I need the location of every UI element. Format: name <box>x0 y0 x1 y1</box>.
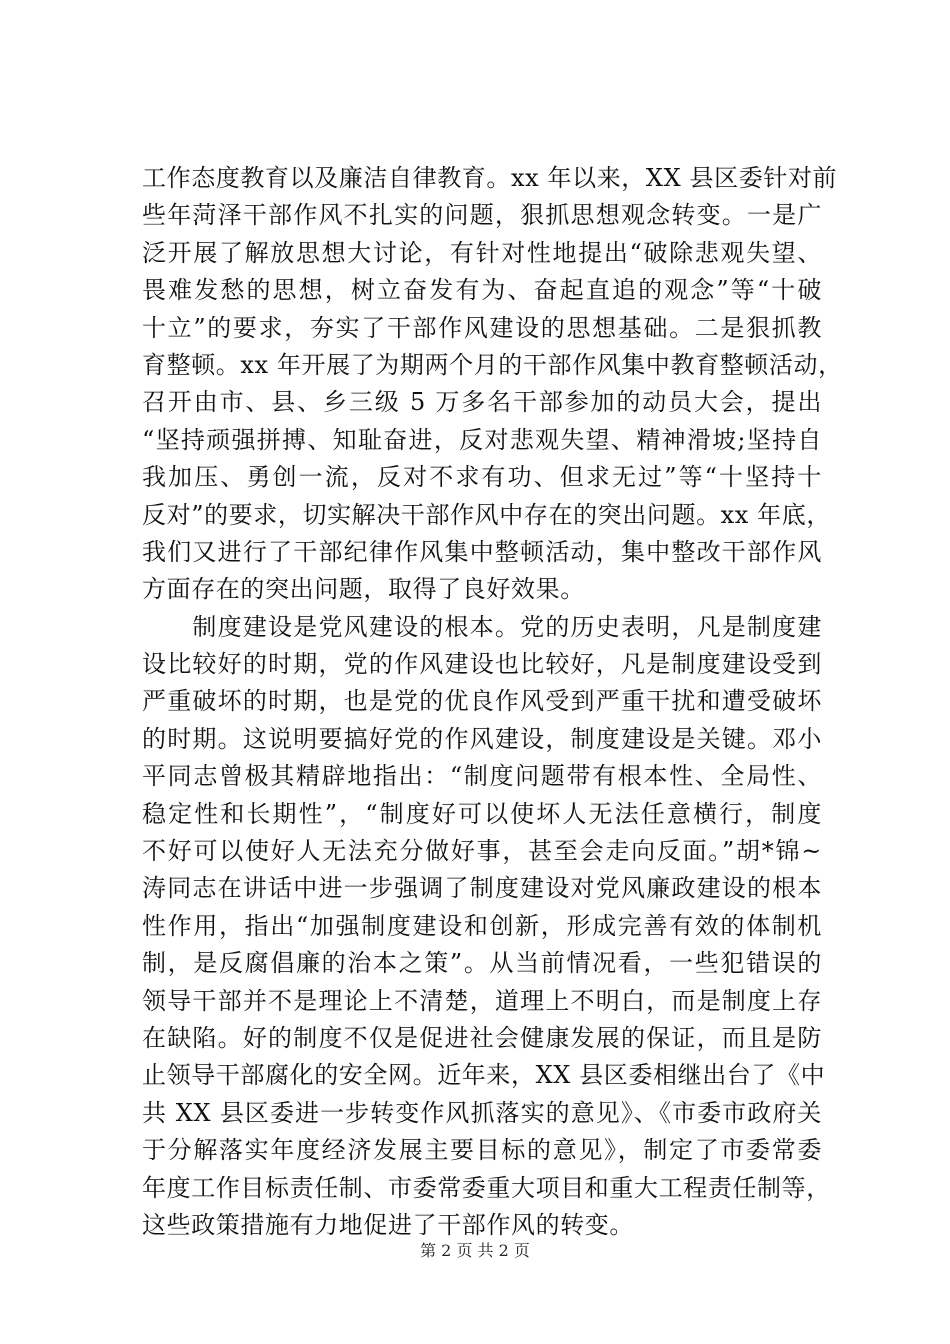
text-line: “坚持顽强拼搏、知耻奋进，反对悲观失望、精神滑坡;坚持自 <box>142 425 822 454</box>
text-line: 些年菏泽干部作风不扎实的问题，狠抓思想观念转变。一是广 <box>142 201 822 230</box>
text-line: 制度建设是党风建设的根本。党的历史表明，凡是制度建 <box>142 612 822 641</box>
text-line: 反对”的要求，切实解决干部作风中存在的突出问题。xx 年底， <box>142 500 831 529</box>
text-line: 泛开展了解放思想大讨论，有针对性地提出“破除悲观失望、 <box>142 238 822 267</box>
text-line: 领导干部并不是理论上不清楚，道理上不明白，而是制度上存 <box>142 986 822 1015</box>
text-line: 畏难发愁的思想，树立奋发有为、奋起直追的观念”等“十破 <box>142 276 822 305</box>
text-line: 召开由市、县、乡三级 5 万多名干部参加的动员大会，提出 <box>142 388 822 417</box>
text-line: 我们又进行了干部纪律作风集中整顿活动，集中整改干部作风 <box>142 537 822 566</box>
text-line: 稳定性和长期性”，“制度好可以使坏人无法任意横行，制度 <box>142 799 822 828</box>
text-line: 工作态度教育以及廉洁自律教育。xx 年以来，XX 县区委针对前 <box>142 164 838 192</box>
text-line: 的时期。这说明要搞好党的作风建设，制度建设是关键。邓小 <box>142 724 822 753</box>
text-line: 设比较好的时期，党的作风建设也比较好，凡是制度建设受到 <box>142 650 822 679</box>
text-line: 性作用，指出“加强制度建设和创新，形成完善有效的体制机 <box>142 911 822 940</box>
text-line: 不好可以使好人无法充分做好事，甚至会走向反面。”胡*锦~ <box>142 837 822 866</box>
text-line: 平同志曾极其精辟地指出：“制度问题带有根本性、全局性、 <box>142 762 822 791</box>
body-text <box>142 160 843 1244</box>
text-line: 共 XX 县区委进一步转变作风抓落实的意见》、《市委市政府关 <box>142 1098 822 1127</box>
text-line: 在缺陷。好的制度不仅是促进社会健康发展的保证，而且是防 <box>142 1023 822 1052</box>
text-line: 止领导干部腐化的安全网。近年来，XX 县区委相继出台了《中 <box>142 1061 826 1090</box>
text-line: 年度工作目标责任制、市委常委重大项目和重大工程责任制等， <box>142 1173 831 1202</box>
text-line: 制，是反腐倡廉的治本之策”。从当前情况看，一些犯错误的 <box>142 949 822 978</box>
text-line: 涛同志在讲话中进一步强调了制度建设对党风廉政建设的根本 <box>142 874 822 903</box>
text-line: 于分解落实年度经济发展主要目标的意见》，制定了市委常委 <box>142 1136 822 1165</box>
text-line: 育整顿。xx 年开展了为期两个月的干部作风集中教育整顿活动， <box>142 350 843 379</box>
text-line: 这些政策措施有力地促进了干部作风的转变。 <box>142 1210 634 1239</box>
text-line: 十立”的要求，夯实了干部作风建设的思想基础。二是狠抓教 <box>142 313 822 342</box>
text-line: 我加压、勇创一流，反对不求有功、但求无过”等“十坚持十 <box>142 463 822 492</box>
page-footer: 第 2 页 共 2 页 <box>420 1241 530 1260</box>
text-line: 方面存在的突出问题，取得了良好效果。 <box>142 575 585 604</box>
text-line: 严重破坏的时期，也是党的优良作风受到严重干扰和遭受破坏 <box>142 687 822 716</box>
